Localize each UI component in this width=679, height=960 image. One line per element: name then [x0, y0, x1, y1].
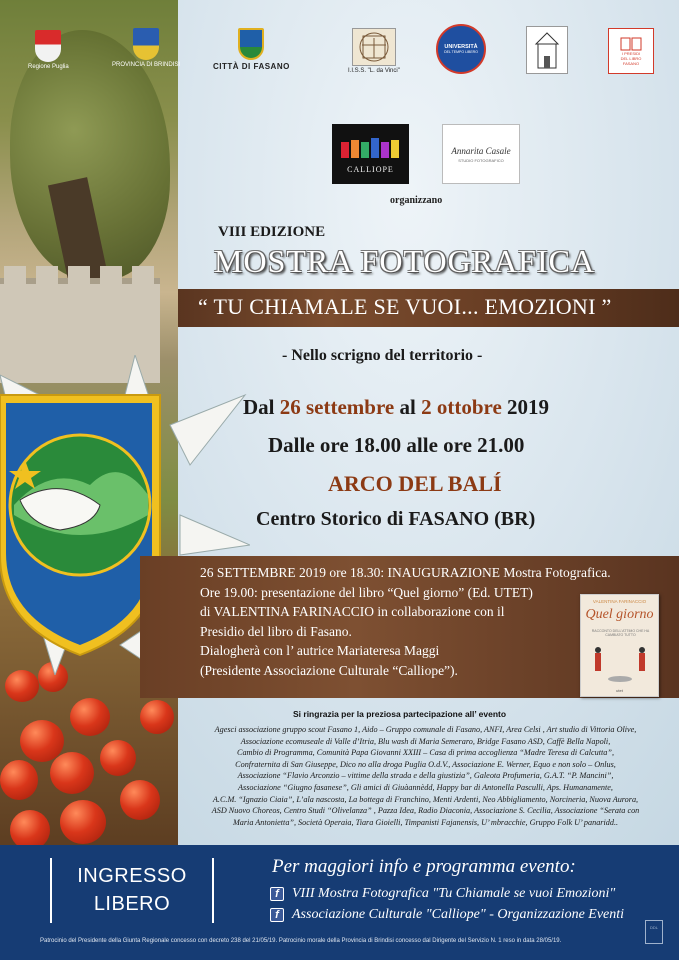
- thanks-list: [188, 724, 663, 828]
- thanks-line: A.C.M. “Ignazio Ciaia”, L’ala nascosta, La bottega di Franchino, Menti Ardenti, Neo Abbigliamento, Norcineria, Nuova Aurora,: [212, 794, 639, 804]
- presidi-badge-icon: [608, 28, 654, 74]
- patronage-note: Patrocinio del Presidente della Giunta Regionale concesso con decreto 238 del 21/05/19. Patrocinio morale della Provincia di Brindisi concesso dal Dirigente del Servizio N. 1 reso in data 28/05/19.: [40, 938, 562, 944]
- info-line: (Presidente Associazione Culturale “Calliope”).: [200, 662, 458, 678]
- thanks-line: Maria Antonietta”, Società Operaia, Tiara Gioielli, Timpanisti Fajanensis, U’ mbracchie, Gruppo Folk U’ panaridd..: [232, 817, 619, 827]
- dates-start: 26 settembre: [279, 395, 395, 419]
- provincia-caption: PROVINCIA DI BRINDISI: [112, 62, 181, 68]
- organizers-label: organizzano: [390, 195, 443, 206]
- calliope-caption: CALLIOPE: [347, 165, 394, 174]
- book-figures-icon: [589, 645, 651, 685]
- edition-label: VIII EDIZIONE: [218, 224, 326, 240]
- info-line: 26 SETTEMBRE 2019 ore 18.30: INAUGURAZIONE Mostra Fotografica.: [200, 565, 611, 580]
- facebook-icon: f: [270, 908, 284, 922]
- iiss-caption: I.I.S.S. "L. da Vinci": [348, 68, 400, 74]
- info-line: di VALENTINA FARINACCIO in collaborazione con il: [200, 604, 505, 619]
- church-logo: [526, 26, 568, 74]
- inauguration-text: [200, 563, 611, 680]
- exhibition-title: MOSTRA FOTOGRAFICA: [214, 243, 596, 279]
- facebook-icon: f: [270, 887, 284, 901]
- presidi-line2: DEL LIBRO: [620, 55, 642, 61]
- regione-puglia-logo: [28, 30, 69, 70]
- regione-puglia-caption: Regione Puglia: [28, 64, 69, 70]
- citta-fasano-logo: [213, 28, 290, 71]
- citta-caption: CITTÀ DI FASANO: [213, 62, 290, 71]
- info-line: Dialogherà con l’ autrice Mariateresa Maggi: [200, 643, 440, 658]
- banner-text: “ TU CHIAMALE SE VUOI... EMOZIONI ”: [198, 294, 612, 319]
- free-line1: INGRESSO: [77, 865, 187, 887]
- thanks-line: Confraternita di San Giuseppe, Dico no alla droga Puglia O.d.V., Associazione E. Werner, Equo e non solo – Onlus,: [235, 759, 616, 769]
- theme-subtitle: - Nello scrigno del territorio -: [282, 347, 483, 364]
- thanks-heading: Si ringrazia per la preziosa partecipazione all’ evento: [293, 709, 507, 719]
- event-city: Centro Storico di FASANO (BR): [256, 508, 536, 530]
- thanks-line: Cambio di Programma, Comunità Papa Giovanni XXIII – Casa di prima accoglienza “Madre Teresa di Calcutta”,: [237, 748, 614, 758]
- provincia-shield-icon: [133, 28, 159, 60]
- universita-line2: DEL TEMPO LIBERO: [444, 50, 478, 54]
- calliope-badge-icon: [332, 124, 409, 184]
- annarita-casale-logo: [442, 124, 520, 184]
- divider: [212, 858, 214, 923]
- thanks-line: ASD Nuovo Choreos, Centro Studi “Olivelanza” , Pazza Idea, Radio Diaconia, Associazione S. Cecilia, Associazione “Serata con: [211, 806, 640, 816]
- regione-shield-icon: [35, 30, 61, 62]
- universita-logo: [436, 24, 486, 74]
- book-cover-image: [580, 594, 659, 697]
- presidi-libro-logo: [608, 28, 654, 74]
- event-dates: [243, 395, 549, 420]
- free-line2: LIBERO: [93, 893, 171, 915]
- presidi-line3: FASANO: [622, 60, 640, 66]
- dates-year: 2019: [501, 395, 550, 419]
- facebook-link-text: Associazione Culturale "Calliope" - Organizzazione Eventi: [292, 907, 625, 922]
- facebook-link-exhibition[interactable]: [270, 886, 615, 902]
- facebook-link-calliope[interactable]: [270, 907, 624, 923]
- thanks-line: Associazione ecomuseale di Valle d’Itria, Blu wash di Maria Semeraro, Bridge Fasano ASD, Caffè Bella Napoli,: [240, 736, 611, 746]
- thanks-line: Associazione “Flavio Arconzio – vittime della strada e della giustizia”, Galeota Profumeria, G.A.T. “P. Mancini”,: [237, 771, 614, 781]
- calliope-logo: [332, 124, 409, 184]
- thanks-line: Associazione “Giugno fasanese”, Gli amici di Giuàannèdd, Happy bar di Antonella Pasculli, Aps. Humanamente,: [238, 782, 613, 792]
- dates-end: 2 ottobre: [421, 395, 502, 419]
- church-drawing-icon: [526, 26, 568, 74]
- dates-dal: Dal: [243, 395, 280, 419]
- fasano-shield-icon: [238, 28, 264, 60]
- iiss-logo: [348, 28, 400, 74]
- info-line: Presidio del libro di Fasano.: [200, 623, 352, 639]
- universita-badge-icon: [436, 24, 486, 74]
- facebook-link-text: VIII Mostra Fotografica "Tu Chiamale se vuoi Emozioni": [292, 886, 616, 901]
- annarita-name: Annarita Casale: [451, 145, 511, 156]
- free-entry-label: [62, 862, 202, 918]
- annarita-badge: [442, 124, 520, 184]
- more-info-heading: Per maggiori info e programma evento:: [272, 856, 576, 877]
- thanks-line: Agesci associazione gruppo scout Fasano 1, Aido – Gruppo comunale di Fasano, ANFI, Area Celsi , Art studio di Vittoria Olive,: [214, 725, 637, 734]
- dates-al: al: [394, 395, 422, 419]
- universita-line1: UNIVERSITÀ: [444, 44, 478, 50]
- book-subtitle: RACCONTO DELL'ATTIMO CHE HA CAMBIATO TUTTO: [591, 629, 650, 637]
- book-title: Quel giorno: [585, 607, 654, 622]
- annarita-sub: STUDIO FOTOGRAFICO: [458, 157, 504, 163]
- provincia-brindisi-logo: [112, 28, 180, 68]
- printer-mark: DDL: [645, 920, 663, 944]
- book-publisher: utet: [616, 688, 623, 693]
- event-hours: Dalle ore 18.00 alle ore 21.00: [268, 433, 525, 457]
- book-author: VALENTINA FARINACCIO: [592, 599, 647, 604]
- presidi-line1: I PRESIDI: [621, 50, 641, 56]
- info-line: Ore 19.00: presentazione del libro “Quel giorno” (Ed. UTET): [200, 584, 533, 600]
- vitruvian-man-icon: [352, 28, 396, 66]
- divider: [50, 858, 52, 923]
- event-venue: ARCO DEL BALÍ: [328, 471, 502, 496]
